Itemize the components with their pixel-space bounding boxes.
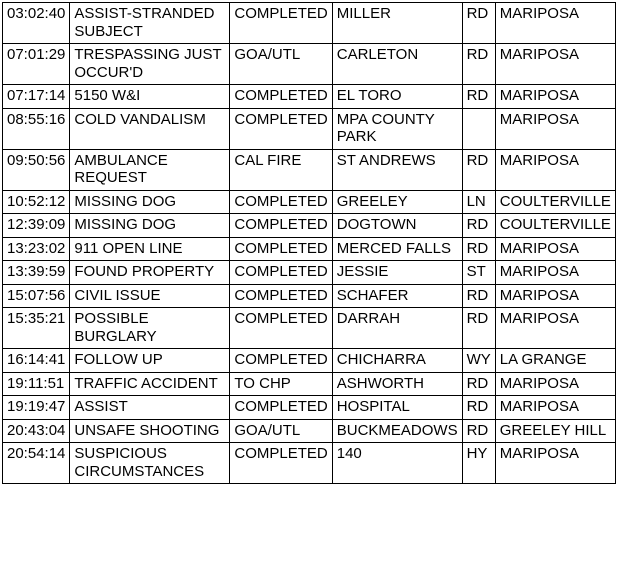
call-time: 07:17:14	[3, 85, 70, 109]
call-disposition: TO CHP	[230, 372, 332, 396]
call-city: MARIPOSA	[495, 261, 615, 285]
table-row	[3, 372, 616, 396]
call-street-suffix: RD	[462, 372, 495, 396]
call-time: 09:50:56	[3, 149, 70, 190]
call-disposition: COMPLETED	[230, 261, 332, 285]
call-time: 15:35:21	[3, 308, 70, 349]
call-street-suffix: RD	[462, 214, 495, 238]
call-type: FOLLOW UP	[70, 349, 230, 373]
call-disposition: COMPLETED	[230, 108, 332, 149]
table-row	[3, 396, 616, 420]
call-street: MPA COUNTY PARK	[332, 108, 462, 149]
call-type: TRAFFIC ACCIDENT	[70, 372, 230, 396]
call-street: 140	[332, 443, 462, 484]
call-type: UNSAFE SHOOTING	[70, 419, 230, 443]
call-disposition: COMPLETED	[230, 237, 332, 261]
call-time: 07:01:29	[3, 44, 70, 85]
call-street: JESSIE	[332, 261, 462, 285]
table-row	[3, 190, 616, 214]
call-street: MILLER	[332, 3, 462, 44]
table-row	[3, 3, 616, 44]
call-city: MARIPOSA	[495, 44, 615, 85]
call-street: DARRAH	[332, 308, 462, 349]
call-street-suffix: RD	[462, 149, 495, 190]
call-disposition: COMPLETED	[230, 349, 332, 373]
call-time: 03:02:40	[3, 3, 70, 44]
table-row	[3, 349, 616, 373]
call-type: ASSIST	[70, 396, 230, 420]
call-time: 13:39:59	[3, 261, 70, 285]
call-time: 20:43:04	[3, 419, 70, 443]
call-street: SCHAFER	[332, 284, 462, 308]
call-street: CHICHARRA	[332, 349, 462, 373]
call-disposition: COMPLETED	[230, 3, 332, 44]
call-type: CIVIL ISSUE	[70, 284, 230, 308]
call-time: 12:39:09	[3, 214, 70, 238]
call-time: 19:19:47	[3, 396, 70, 420]
call-street: HOSPITAL	[332, 396, 462, 420]
call-type: ASSIST-STRANDED SUBJECT	[70, 3, 230, 44]
call-street-suffix: RD	[462, 44, 495, 85]
call-type: MISSING DOG	[70, 214, 230, 238]
call-time: 19:11:51	[3, 372, 70, 396]
call-city: MARIPOSA	[495, 308, 615, 349]
call-city: MARIPOSA	[495, 3, 615, 44]
call-street: BUCKMEADOWS	[332, 419, 462, 443]
call-disposition: COMPLETED	[230, 443, 332, 484]
table-row	[3, 284, 616, 308]
table-row	[3, 149, 616, 190]
call-type: TRESPASSING JUST OCCUR'D	[70, 44, 230, 85]
table-row	[3, 44, 616, 85]
call-type: 911 OPEN LINE	[70, 237, 230, 261]
call-street-suffix: LN	[462, 190, 495, 214]
table-row	[3, 237, 616, 261]
table-row	[3, 443, 616, 484]
call-street-suffix	[462, 108, 495, 149]
table-row	[3, 85, 616, 109]
call-city: LA GRANGE	[495, 349, 615, 373]
call-street-suffix: RD	[462, 396, 495, 420]
call-log-table	[2, 2, 616, 484]
call-log-body	[3, 3, 616, 484]
call-street-suffix: ST	[462, 261, 495, 285]
call-city: COULTERVILLE	[495, 214, 615, 238]
call-type: FOUND PROPERTY	[70, 261, 230, 285]
call-city: MARIPOSA	[495, 284, 615, 308]
call-type: COLD VANDALISM	[70, 108, 230, 149]
call-disposition: CAL FIRE	[230, 149, 332, 190]
call-disposition: COMPLETED	[230, 190, 332, 214]
call-street-suffix: RD	[462, 308, 495, 349]
call-street: EL TORO	[332, 85, 462, 109]
call-type: POSSIBLE BURGLARY	[70, 308, 230, 349]
call-city: GREELEY HILL	[495, 419, 615, 443]
call-disposition: COMPLETED	[230, 214, 332, 238]
call-street: CARLETON	[332, 44, 462, 85]
call-street-suffix: RD	[462, 3, 495, 44]
call-city: MARIPOSA	[495, 372, 615, 396]
call-disposition: GOA/UTL	[230, 419, 332, 443]
call-time: 20:54:14	[3, 443, 70, 484]
call-street-suffix: HY	[462, 443, 495, 484]
call-street-suffix: RD	[462, 237, 495, 261]
table-row	[3, 419, 616, 443]
call-street: GREELEY	[332, 190, 462, 214]
call-time: 16:14:41	[3, 349, 70, 373]
call-type: MISSING DOG	[70, 190, 230, 214]
call-disposition: COMPLETED	[230, 85, 332, 109]
call-city: MARIPOSA	[495, 443, 615, 484]
call-city: MARIPOSA	[495, 149, 615, 190]
call-street: ASHWORTH	[332, 372, 462, 396]
table-row	[3, 308, 616, 349]
table-row	[3, 261, 616, 285]
call-type: SUSPICIOUS CIRCUMSTANCES	[70, 443, 230, 484]
call-street: ST ANDREWS	[332, 149, 462, 190]
call-city: MARIPOSA	[495, 85, 615, 109]
call-type: AMBULANCE REQUEST	[70, 149, 230, 190]
call-disposition: COMPLETED	[230, 284, 332, 308]
call-disposition: COMPLETED	[230, 396, 332, 420]
table-row	[3, 214, 616, 238]
call-city: MARIPOSA	[495, 108, 615, 149]
table-row	[3, 108, 616, 149]
call-street: MERCED FALLS	[332, 237, 462, 261]
call-city: MARIPOSA	[495, 396, 615, 420]
call-type: 5150 W&I	[70, 85, 230, 109]
call-street-suffix: RD	[462, 284, 495, 308]
call-city: MARIPOSA	[495, 237, 615, 261]
call-street-suffix: WY	[462, 349, 495, 373]
call-time: 08:55:16	[3, 108, 70, 149]
call-time: 13:23:02	[3, 237, 70, 261]
call-disposition: COMPLETED	[230, 308, 332, 349]
call-disposition: GOA/UTL	[230, 44, 332, 85]
call-city: COULTERVILLE	[495, 190, 615, 214]
call-street-suffix: RD	[462, 85, 495, 109]
call-time: 10:52:12	[3, 190, 70, 214]
call-time: 15:07:56	[3, 284, 70, 308]
call-street: DOGTOWN	[332, 214, 462, 238]
call-street-suffix: RD	[462, 419, 495, 443]
